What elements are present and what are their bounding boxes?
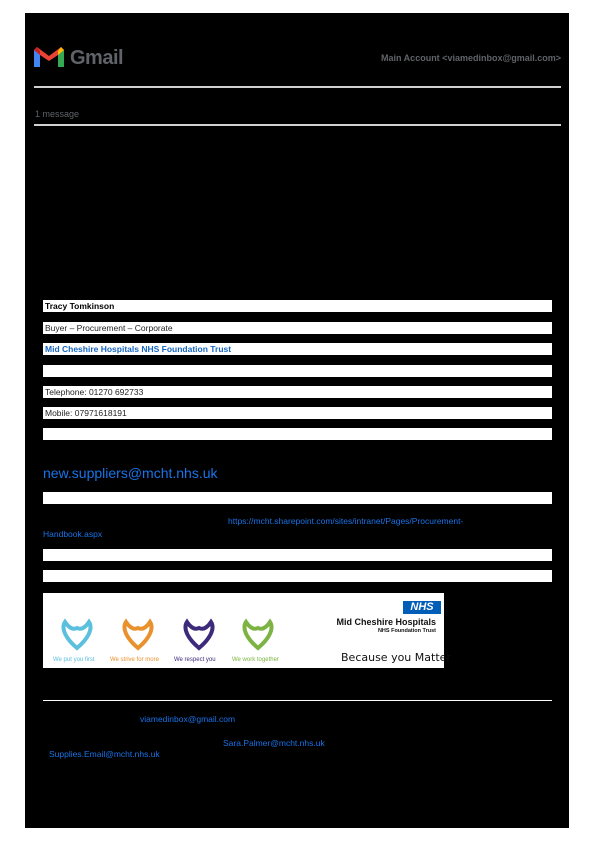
supplies-email-link[interactable]: Supplies.Email@mcht.nhs.uk [49,749,160,759]
signature-role: Buyer – Procurement – Corporate [43,322,552,334]
new-suppliers-email-link[interactable]: new.suppliers@mcht.nhs.uk [43,465,218,481]
heart-icon [118,618,158,652]
heart-icon [238,618,278,652]
handbook-link-continued[interactable]: Handbook.aspx [43,529,103,539]
cc-email-link[interactable]: Sara.Palmer@mcht.nhs.uk [223,738,325,748]
signature-telephone: Telephone: 01270 692733 [43,386,552,398]
signature-spacer [43,492,552,504]
signature-name: Tracy Tomkinson [43,300,552,312]
signature-spacer [43,365,552,377]
account-label: Main Account <viamedinbox@gmail.com> [381,53,561,63]
trust-subtitle: NHS Foundation Trust [377,628,436,634]
heart-icon [179,618,219,652]
value-caption: We put you first [53,657,95,663]
signature-spacer [43,570,552,582]
value-caption: We respect you [174,657,216,663]
footer-divider [43,700,552,701]
heart-icon [57,618,97,652]
tagline: Because you Matter [341,651,451,664]
value-caption: We work together [232,657,279,663]
nhs-logo: NHS [403,601,441,614]
message-count: 1 message [35,109,80,119]
recipient-email-link[interactable]: viamedinbox@gmail.com [140,714,236,724]
app-name: Gmail [70,47,124,69]
signature-spacer [43,428,552,440]
header-divider [34,86,561,88]
signature-organisation: Mid Cheshire Hospitals NHS Foundation Trust [43,343,552,355]
values-banner [43,593,451,668]
handbook-link[interactable]: https://mcht.sharepoint.com/sites/intranet/Pages/Procurement- [228,516,464,526]
email-page [25,13,569,828]
thread-divider [34,124,561,126]
value-caption: We strive for more [110,657,159,663]
gmail-logo-icon [34,45,64,69]
trust-name: Mid Cheshire Hospitals [336,617,436,627]
signature-mobile: Mobile: 07971618191 [43,407,552,419]
signature-spacer [43,549,552,561]
